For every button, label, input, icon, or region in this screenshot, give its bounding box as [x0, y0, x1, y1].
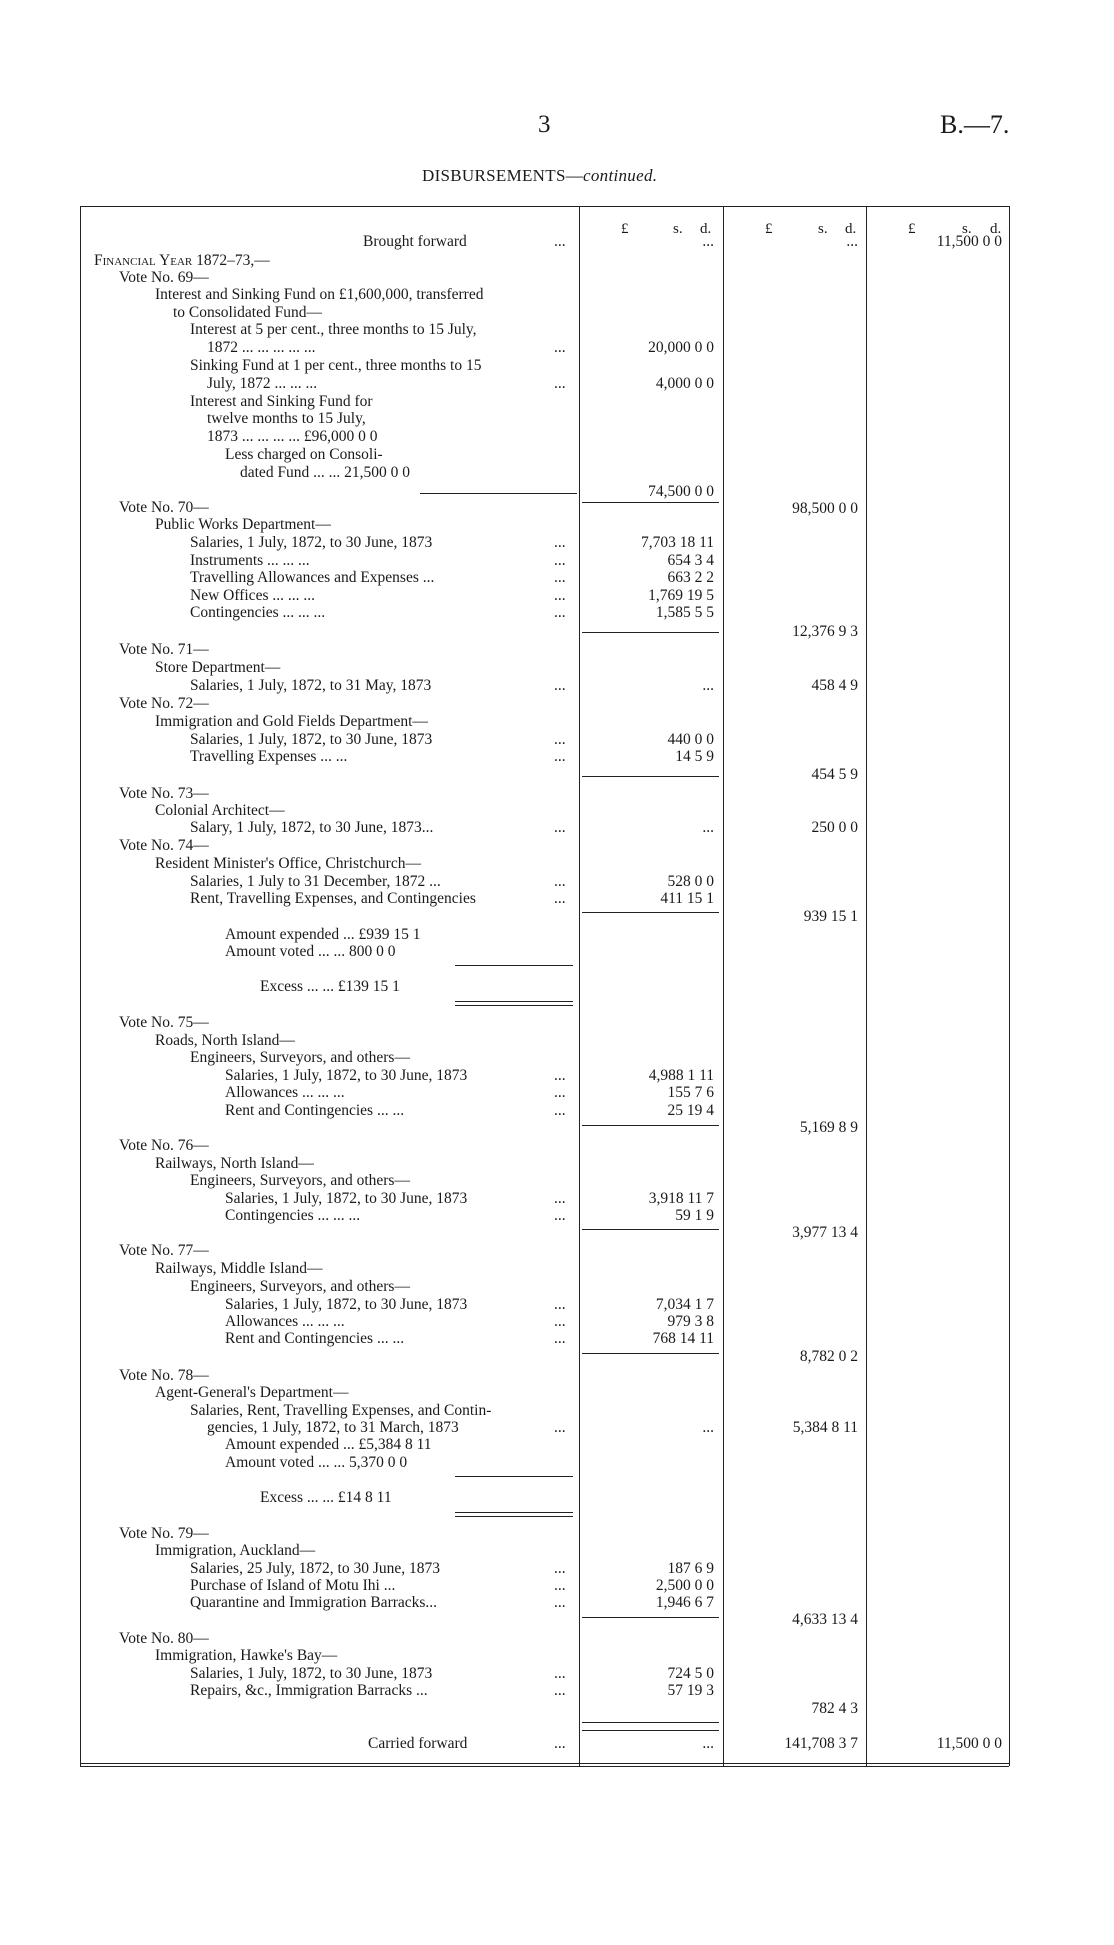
- leader-dots: ...: [554, 1102, 566, 1119]
- amount-col2: 3,977 13 4: [792, 1224, 858, 1241]
- leader-dots: ...: [554, 677, 566, 694]
- page-number: 3: [538, 111, 551, 138]
- row-label: Purchase of Island of Motu Ihi ...: [190, 1577, 396, 1594]
- row-label: Salary, 1 July, 1872, to 30 June, 1873...: [190, 819, 434, 836]
- leader-dots: ...: [554, 375, 566, 392]
- row-label: gencies, 1 July, 1872, to 31 March, 1873: [207, 1419, 459, 1436]
- amount-col1: 1,946 6 7: [655, 1594, 714, 1611]
- amount-col1: ...: [702, 819, 714, 836]
- amount-col1: 4,988 1 11: [648, 1067, 714, 1084]
- row-label: Vote No. 70—: [119, 499, 209, 516]
- leader-dots: ...: [554, 1665, 566, 1682]
- amount-col1: 2,500 0 0: [655, 1577, 714, 1594]
- amount-col1: ...: [702, 233, 714, 250]
- row-label: Engineers, Surveyors, and others—: [190, 1049, 410, 1066]
- col2-shillings: s.: [818, 221, 828, 237]
- amount-col1: 20,000 0 0: [648, 339, 714, 356]
- col1-pence: d.: [700, 221, 712, 237]
- amount-col1: 768 14 11: [652, 1330, 714, 1347]
- row-label: Resident Minister's Office, Christchurch—: [155, 855, 421, 872]
- row-label: Amount expended ... £939 15 1: [225, 926, 421, 943]
- row-label: Instruments ... ... ...: [190, 552, 310, 569]
- amount-col1: 14 5 9: [675, 748, 714, 765]
- row-label: Salaries, 1 July, 1872, to 30 June, 1873: [190, 731, 433, 748]
- col1-shillings: s.: [673, 221, 683, 237]
- row-label: Rent and Contingencies ... ...: [225, 1102, 405, 1119]
- col1-pounds: £: [621, 221, 629, 237]
- amount-col1: ...: [702, 1419, 714, 1436]
- amount-col2: 939 15 1: [803, 908, 858, 925]
- amount-col1: 663 2 2: [667, 569, 714, 586]
- row-label: Vote No. 74—: [119, 837, 209, 854]
- amount-col2: 141,708 3 7: [784, 1735, 858, 1752]
- row-label: Interest and Sinking Fund for: [190, 393, 373, 410]
- amount-col1: 7,703 18 11: [640, 534, 714, 551]
- leader-dots: ...: [554, 1207, 566, 1224]
- row-label: Railways, Middle Island—: [155, 1260, 323, 1277]
- amount-col1: 187 6 9: [667, 1560, 714, 1577]
- row-label: Quarantine and Immigration Barracks...: [190, 1594, 438, 1611]
- amount-col1: ...: [702, 1735, 714, 1752]
- amount-col1: 528 0 0: [667, 873, 714, 890]
- row-label: Vote No. 72—: [119, 695, 209, 712]
- leader-dots: ...: [554, 534, 566, 551]
- amount-col1: 1,585 5 5: [655, 604, 714, 621]
- leader-dots: ...: [554, 552, 566, 569]
- row-label: Salaries, 1 July, 1872, to 30 June, 1873: [190, 1665, 433, 1682]
- row-label: Amount expended ... £5,384 8 11: [225, 1436, 432, 1453]
- row-label: Salaries, 1 July, 1872, to 30 June, 1873: [225, 1296, 468, 1313]
- row-label: Immigration, Hawke's Bay—: [155, 1647, 338, 1664]
- amount-col2: 8,782 0 2: [799, 1348, 858, 1365]
- row-label: Engineers, Surveyors, and others—: [190, 1172, 410, 1189]
- heading-text: DISBURSEMENTS—: [422, 166, 584, 185]
- row-label: Vote No. 71—: [119, 641, 209, 658]
- row-label: Salaries, 25 July, 1872, to 30 June, 1873: [190, 1560, 440, 1577]
- amount-col1: 1,769 19 5: [648, 587, 714, 604]
- row-label: Public Works Department—: [155, 516, 331, 533]
- amount-col3: 11,500 0 0: [936, 1735, 1002, 1752]
- leader-dots: ...: [554, 1296, 566, 1313]
- amount-col1: 411 15 1: [660, 890, 714, 907]
- leader-dots: ...: [554, 1419, 566, 1436]
- row-label: Carried forward: [368, 1735, 468, 1752]
- amount-col2: 250 0 0: [811, 819, 858, 836]
- amount-col1: 724 5 0: [667, 1665, 714, 1682]
- row-label: Contingencies ... ... ...: [190, 604, 326, 621]
- row-label: Vote No. 69—: [119, 269, 209, 286]
- row-label: Salaries, 1 July, 1872, to 31 May, 1873: [190, 677, 432, 694]
- row-label: Travelling Allowances and Expenses ...: [190, 569, 435, 586]
- row-label: Financial Year 1872–73,—: [94, 252, 270, 269]
- amount-col1: 7,034 1 7: [655, 1296, 714, 1313]
- leader-dots: ...: [554, 1560, 566, 1577]
- col3-shillings: s.: [962, 221, 972, 237]
- leader-dots: ...: [554, 1594, 566, 1611]
- amount-col1: 155 7 6: [667, 1084, 714, 1101]
- amount-col1: 440 0 0: [667, 731, 714, 748]
- col2-pence: d.: [845, 221, 857, 237]
- row-label: Salaries, 1 July, 1872, to 30 June, 1873: [190, 534, 433, 551]
- leader-dots: ...: [554, 1330, 566, 1347]
- leader-dots: ...: [554, 339, 566, 356]
- row-label: Vote No. 73—: [119, 785, 209, 802]
- row-label: Salaries, 1 July, 1872, to 30 June, 1873: [225, 1190, 468, 1207]
- row-label: Vote No. 78—: [119, 1367, 209, 1384]
- row-label: Salaries, Rent, Travelling Expenses, and Contin-: [190, 1402, 492, 1419]
- leader-dots: ...: [554, 1313, 566, 1330]
- leader-dots: ...: [554, 748, 566, 765]
- row-label: dated Fund ... ... 21,500 0 0: [240, 464, 411, 481]
- row-label: Store Department—: [155, 659, 281, 676]
- row-label: Vote No. 75—: [119, 1014, 209, 1031]
- leader-dots: ...: [554, 233, 566, 250]
- leader-dots: ...: [554, 819, 566, 836]
- leader-dots: ...: [554, 890, 566, 907]
- row-label: Excess ... ... £139 15 1: [260, 978, 400, 995]
- amount-col1: 654 3 4: [667, 552, 714, 569]
- amount-col2: 12,376 9 3: [792, 623, 858, 640]
- leader-dots: ...: [554, 604, 566, 621]
- row-label: Repairs, &c., Immigration Barracks ...: [190, 1682, 428, 1699]
- leader-dots: ...: [554, 1682, 566, 1699]
- leader-dots: ...: [554, 569, 566, 586]
- amount-col2: 458 4 9: [811, 677, 858, 694]
- row-label: New Offices ... ... ...: [190, 587, 315, 604]
- heading-italic: continued.: [583, 166, 658, 185]
- row-label: Vote No. 76—: [119, 1137, 209, 1154]
- row-label: Travelling Expenses ... ...: [190, 748, 348, 765]
- row-label: Allowances ... ... ...: [225, 1084, 345, 1101]
- row-label: Excess ... ... £14 8 11: [260, 1489, 392, 1506]
- row-label: Vote No. 79—: [119, 1525, 209, 1542]
- row-label: Agent-General's Department—: [155, 1384, 349, 1401]
- row-label: Rent, Travelling Expenses, and Contingencies: [190, 890, 476, 907]
- row-label: Rent and Contingencies ... ...: [225, 1330, 405, 1347]
- amount-col1: 59 1 9: [675, 1207, 714, 1224]
- amount-col2: 98,500 0 0: [792, 500, 858, 517]
- row-label: Immigration, Auckland—: [155, 1542, 316, 1559]
- amount-col2: 4,633 13 4: [792, 1611, 858, 1628]
- leader-dots: ...: [554, 1084, 566, 1101]
- row-label: 1873 ... ... ... ... £96,000 0 0: [207, 428, 378, 445]
- row-label: Salaries, 1 July to 31 December, 1872 ...: [190, 873, 441, 890]
- col3-pounds: £: [908, 221, 916, 237]
- row-label: Brought forward: [363, 233, 467, 250]
- row-label: to Consolidated Fund—: [173, 304, 322, 321]
- amount-col1: 3,918 11 7: [648, 1190, 714, 1207]
- amount-col1: ...: [702, 677, 714, 694]
- row-label: Less charged on Consoli-: [225, 446, 383, 463]
- amount-col2: 5,169 8 9: [799, 1119, 858, 1136]
- row-label: Sinking Fund at 1 per cent., three months to 15: [190, 357, 482, 374]
- leader-dots: ...: [554, 1577, 566, 1594]
- amount-col2: 454 5 9: [811, 766, 858, 783]
- amount-col2: ...: [846, 233, 858, 250]
- leader-dots: ...: [554, 587, 566, 604]
- col3-pence: d.: [990, 221, 1002, 237]
- document-reference: B.—7.: [940, 110, 1010, 139]
- col2-pounds: £: [765, 221, 773, 237]
- row-label: Vote No. 80—: [119, 1630, 209, 1647]
- amount-col1: 4,000 0 0: [655, 375, 714, 392]
- row-label: Engineers, Surveyors, and others—: [190, 1278, 410, 1295]
- leader-dots: ...: [554, 1190, 566, 1207]
- leader-dots: ...: [554, 731, 566, 748]
- row-label: twelve months to 15 July,: [207, 410, 366, 427]
- row-label: 1872 ... ... ... ... ...: [207, 339, 316, 356]
- row-label: Immigration and Gold Fields Department—: [155, 713, 428, 730]
- leader-dots: ...: [554, 1067, 566, 1084]
- row-label: Railways, North Island—: [155, 1155, 314, 1172]
- row-label: Amount voted ... ... 800 0 0: [225, 943, 396, 960]
- amount-col1: 25 19 4: [667, 1102, 714, 1119]
- amount-col2: 782 4 3: [811, 1700, 858, 1717]
- row-label: Allowances ... ... ...: [225, 1313, 345, 1330]
- row-label: Interest and Sinking Fund on £1,600,000, transferred: [155, 286, 484, 303]
- amount-col1: 979 3 8: [667, 1313, 714, 1330]
- leader-dots: ...: [554, 873, 566, 890]
- row-label: Salaries, 1 July, 1872, to 30 June, 1873: [225, 1067, 468, 1084]
- row-label: Vote No. 77—: [119, 1242, 209, 1259]
- row-label: Colonial Architect—: [155, 802, 285, 819]
- amount-col1: 74,500 0 0: [648, 483, 714, 500]
- row-label: Contingencies ... ... ...: [225, 1207, 361, 1224]
- leader-dots: ...: [554, 1735, 566, 1752]
- row-label: July, 1872 ... ... ...: [207, 375, 318, 392]
- row-label: Amount voted ... ... 5,370 0 0: [225, 1454, 408, 1471]
- amount-col2: 5,384 8 11: [792, 1419, 858, 1436]
- amount-col1: 57 19 3: [667, 1682, 714, 1699]
- amount-col3: 11,500 0 0: [936, 233, 1002, 250]
- row-label: Roads, North Island—: [155, 1032, 295, 1049]
- row-label: Interest at 5 per cent., three months to 15 July,: [190, 321, 477, 338]
